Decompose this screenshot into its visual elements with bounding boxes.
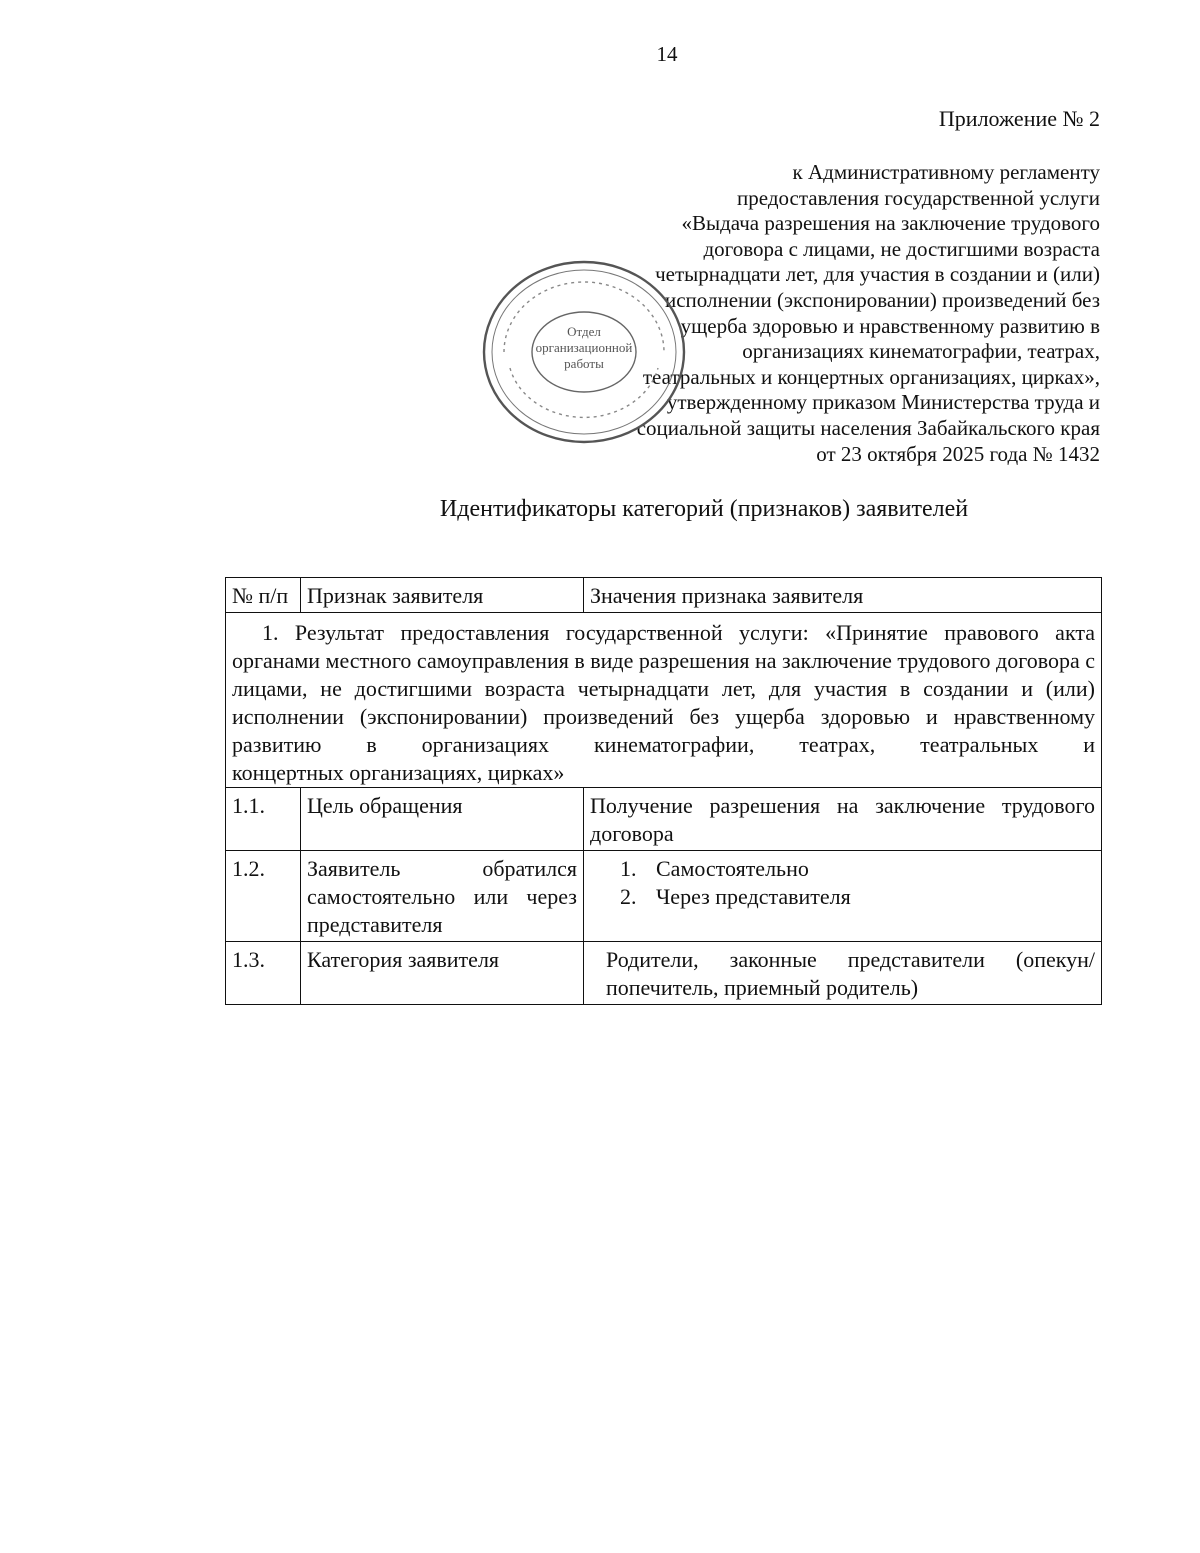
stamp-text-line: организационной — [535, 340, 633, 355]
regulation-ref-line: организациях кинематографии, театрах, — [742, 339, 1100, 364]
list-item: 1. Самостоятельно — [642, 855, 1095, 883]
regulation-ref-line: от 23 октября 2025 года № 1432 — [816, 441, 1100, 466]
header-attribute: Признак заявителя — [301, 578, 584, 613]
regulation-reference — [500, 160, 1100, 467]
row-value: Родители, законные представители (опекун/попечитель, приемный родитель) — [584, 942, 1102, 1005]
regulation-ref-line: утвержденному приказом Министерства труда и — [666, 390, 1100, 415]
row-attribute: Заявитель обратился самостоятельно или через представителя — [301, 851, 584, 942]
table-row — [226, 942, 1102, 1005]
regulation-ref-line: «Выдача разрешения на заключение трудового — [681, 211, 1100, 236]
section-cell — [226, 613, 1102, 788]
stamp-text-line: работы — [564, 356, 604, 371]
regulation-ref-line: социальной защиты населения Забайкальского края — [636, 415, 1100, 440]
row-num: 1.1. — [226, 788, 301, 851]
list-item: 2. Через представителя — [642, 883, 1095, 911]
regulation-ref-line: исполнении (экспонировании) произведений без — [664, 287, 1100, 312]
table-row — [226, 788, 1102, 851]
regulation-ref-line: ущерба здоровью и нравственному развитию в — [680, 313, 1100, 338]
row-num: 1.3. — [226, 942, 301, 1005]
table-row — [226, 851, 1102, 942]
document-title: Идентификаторы категорий (признаков) заявителей — [439, 496, 969, 522]
appendix-label: Приложение № 2 — [938, 106, 1100, 131]
page-number: 14 — [656, 42, 678, 66]
regulation-ref-line: предоставления государственной услуги — [737, 185, 1100, 210]
row-attribute: Цель обращения — [301, 788, 584, 851]
regulation-ref-line: театральных и концертных организациях, цирках», — [642, 364, 1100, 389]
table-section-row — [226, 613, 1102, 788]
header-num: № п/п — [226, 578, 301, 613]
row-value: Получение разрешения на заключение трудового договора — [584, 788, 1102, 851]
regulation-ref-line: четырнадцати лет, для участия в создании и (или) — [655, 262, 1100, 287]
table-header-row — [226, 578, 1102, 613]
applicant-identifiers-table — [225, 577, 1102, 1005]
row-num: 1.2. — [226, 851, 301, 942]
row-attribute: Категория заявителя — [301, 942, 584, 1005]
section-text: 1. Результат предоставления государственной услуги: «Принятие правового акта органами местного самоуправления в виде разрешения на заключение трудового договора с лицами, не достигшими возраста четырнадцати лет, для участия в создании и (или) исполнении (экспонировании) произведений без ущерба здоровью и нравственному развитию в организациях кинематографии, театрах, театральных и — [232, 620, 1095, 757]
row-value-list-cell — [584, 851, 1102, 942]
section-text-last-line: концертных организациях, цирках» — [232, 760, 565, 785]
row-value-list — [590, 855, 1095, 911]
regulation-ref-line: к Административному регламенту — [792, 160, 1100, 184]
stamp-text-line: Отдел — [567, 324, 601, 339]
header-values: Значения признака заявителя — [584, 578, 1102, 613]
regulation-ref-line: договора с лицами, не достигшими возраста — [703, 236, 1100, 261]
